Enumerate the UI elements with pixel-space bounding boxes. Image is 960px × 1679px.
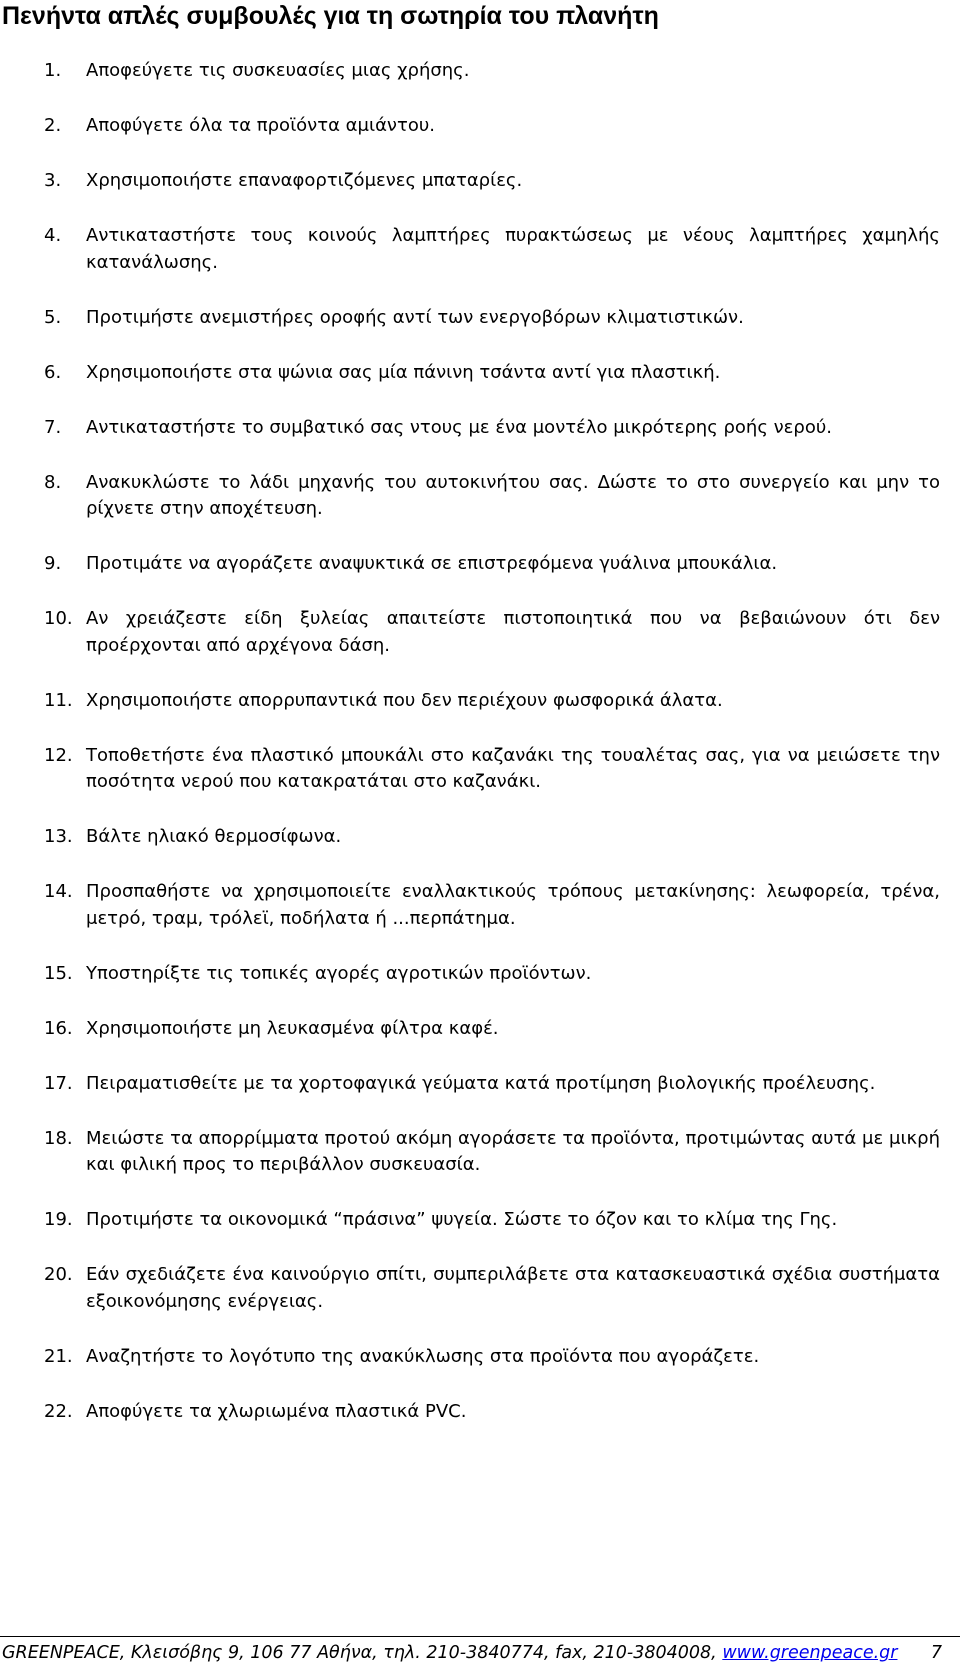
list-item-number: 8.	[44, 471, 62, 493]
list-item	[44, 113, 940, 140]
list-item-number: 19.	[44, 1209, 73, 1230]
list-item-number: 9.	[44, 553, 62, 574]
list-item	[44, 58, 940, 85]
list-item-text: Αναζητήστε το λογότυπο της ανακύκλωσης στα προϊόντα που αγοράζετε.	[86, 1345, 760, 1367]
list-item-text: Μειώστε τα απορρίμματα προτού ακόμη αγοράσετε τα προϊόντα, προτιμώντας αυτά με μικρή και φιλική προς το περιβάλλον συσκευασία.	[86, 1127, 940, 1175]
list-item	[44, 824, 940, 851]
list-item	[44, 1344, 940, 1371]
list-item-text: Προσπαθήστε να χρησιμοποιείτε εναλλακτικούς τρόπους μετακίνησης: λεωφορεία, τρένα, μετρό, τραμ, τρόλεϊ, ποδήλατα ή ...περπάτημα.	[86, 881, 940, 929]
list-item-text: Προτιμήστε ανεμιστήρες οροφής αντί των ενεργοβόρων κλιματιστικών.	[86, 306, 744, 328]
list-item	[44, 1399, 940, 1426]
list-item-number: 12.	[44, 744, 73, 766]
list-item-number: 2.	[44, 115, 62, 136]
list-item-number: 7.	[44, 416, 62, 438]
list-item-text: Βάλτε ηλιακό θερμοσίφωνα.	[86, 826, 342, 847]
list-item-text: Αποφύγετε τα χλωριωμένα πλαστικά PVC.	[86, 1400, 467, 1422]
list-item	[44, 1016, 940, 1043]
page-title: Πενήντα απλές συμβουλές για τη σωτηρία του πλανήτη	[2, 2, 659, 30]
list-item-text: Χρησιμοποιήστε επαναφορτιζόμενες μπαταρίες.	[86, 170, 523, 191]
list-item-number: 4.	[44, 225, 62, 246]
page-footer	[0, 1640, 960, 1666]
list-item	[44, 470, 940, 523]
list-item-text: Αν χρειάζεστε είδη ξυλείας απαιτείστε πιστοποιητικά που να βεβαιώνουν ότι δεν προέρχονται από αρχέγονα δάση.	[86, 608, 940, 656]
list-item-number: 11.	[44, 689, 73, 711]
list-item	[44, 223, 940, 276]
list-item-text: Τοποθετήστε ένα πλαστικό μπουκάλι στο καζανάκι της τουαλέτας σας, για να μειώσετε την ποσότητα νερού που κατακρατάται στο καζανάκι.	[86, 744, 940, 792]
list-item-number: 6.	[44, 361, 62, 383]
website-link[interactable]: www.greenpeace.gr	[722, 1643, 898, 1663]
list-item-number: 17.	[44, 1072, 73, 1094]
list-item-text: Υποστηρίξτε τις τοπικές αγορές αγροτικών προϊόντων.	[86, 962, 592, 984]
list-item	[44, 1071, 940, 1098]
list-item-text: Χρησιμοποιήστε μη λευκασμένα φίλτρα καφέ.	[86, 1017, 499, 1039]
list-item-number: 10.	[44, 608, 73, 629]
list-item	[44, 168, 940, 195]
list-item-number: 16.	[44, 1017, 73, 1039]
list-item-text: Ανακυκλώστε το λάδι μηχανής του αυτοκινήτου σας. Δώστε το στο συνεργείο και μην το ρίχνετε στην αποχέτευση.	[86, 471, 940, 519]
list-item	[44, 688, 940, 715]
list-item	[44, 743, 940, 796]
list-item-number: 13.	[44, 826, 73, 847]
list-item	[44, 606, 940, 659]
list-item	[44, 1262, 940, 1315]
list-item-text: Προτιμάτε να αγοράζετε αναψυκτικά σε επιστρεφόμενα γυάλινα μπουκάλια.	[86, 553, 778, 574]
list-item-number: 22.	[44, 1400, 73, 1422]
list-item-text: Πειραματισθείτε με τα χορτοφαγικά γεύματα κατά προτίμηση βιολογικής προέλευσης.	[86, 1072, 876, 1094]
list-item-text: Χρησιμοποιήστε απορρυπαντικά που δεν περιέχουν φωσφορικά άλατα.	[86, 689, 723, 711]
list-item	[44, 1126, 940, 1179]
list-item-text: Αντικαταστήστε τους κοινούς λαμπτήρες πυρακτώσεως με νέους λαμπτήρες χαμηλής κατανάλωσης.	[86, 225, 940, 273]
footer-divider	[0, 1636, 960, 1637]
list-item-number: 18.	[44, 1127, 73, 1149]
list-item	[44, 415, 940, 442]
list-item	[44, 551, 940, 578]
list-item-number: 1.	[44, 60, 62, 81]
list-item	[44, 879, 940, 932]
page-number: 7	[930, 1643, 942, 1663]
list-item	[44, 1207, 940, 1234]
list-item-text: Αποφύγετε όλα τα προϊόντα αμιάντου.	[86, 115, 435, 136]
list-item	[44, 961, 940, 988]
footer-address-line	[2, 1640, 897, 1666]
tips-list	[44, 58, 940, 1454]
list-item-text: Χρησιμοποιήστε στα ψώνια σας μία πάνινη τσάντα αντί για πλαστική.	[86, 361, 721, 383]
list-item-text: Προτιμήστε τα οικονομικά “πράσινα” ψυγεία. Σώστε το όζον και το κλίμα της Γης.	[86, 1209, 838, 1230]
list-item-number: 14.	[44, 881, 73, 902]
list-item	[44, 305, 940, 332]
list-item-number: 3.	[44, 170, 62, 191]
list-item-text: Αντικαταστήστε το συμβατικό σας ντους με ένα μοντέλο μικρότερης ροής νερού.	[86, 416, 832, 438]
footer-address: GREENPEACE, Κλεισόβης 9, 106 77 Αθήνα, τηλ. 210-3840774, fax, 210-3804008,	[2, 1643, 723, 1663]
list-item-number: 5.	[44, 306, 62, 328]
list-item-text: Εάν σχεδιάζετε ένα καινούργιο σπίτι, συμπεριλάβετε στα κατασκευαστικά σχέδια συστήματα εξοικονόμησης ενέργειας.	[86, 1264, 940, 1312]
list-item-number: 21.	[44, 1345, 73, 1367]
list-item	[44, 360, 940, 387]
list-item-text: Αποφεύγετε τις συσκευασίες μιας χρήσης.	[86, 60, 470, 81]
list-item-number: 15.	[44, 962, 73, 984]
list-item-number: 20.	[44, 1264, 73, 1285]
